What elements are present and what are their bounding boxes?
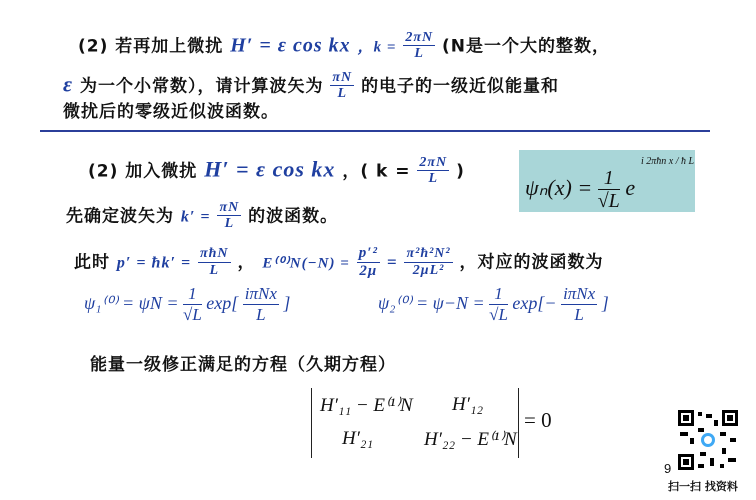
perturbation-formula: H′ = ε cos kx: [230, 34, 351, 57]
qr-code[interactable]: [676, 408, 740, 472]
divider-rule: [40, 130, 710, 132]
secular-determinant: H′₁₁ − E⁽¹⁾N H′₁₂ H′₂₁ H′₂₂ − E⁽¹⁾N: [311, 388, 519, 458]
problem-line-3: 微扰后的零级近似波函数。: [63, 102, 279, 122]
qr-caption: 扫一扫 找资料: [668, 480, 738, 493]
answer-line-1: (2) 加入微扰 H′ = ε cos kx ，( k = $\frac{2\pi N}{L}$ ): [88, 155, 465, 187]
answer-line-3: 此时 p′ = ħk′ = $\frac{\text{πħN}}{L}$ ， E⁽⁰⁾N(−N) = $\frac{\text{p′²}}{2\mu}$ = $\frac{\text{π²ħ²N²}}{\text{2μL²}}$ ，对应的波函数为: [74, 245, 604, 279]
page-number: 9: [664, 461, 672, 476]
psi2-equation: ψ₂⁽⁰⁾ = ψ−N = $\frac{1}{√L}$ exp[− $\frac{\text{iπNx}}{L}$ ]: [378, 284, 609, 324]
problem-line-1: (2) 若再加上微扰 H′ = ε cos kx ，k = $\frac{2\pi N}{L}$ (N是一个大的整数，: [78, 30, 611, 62]
answer-line-2: 先确定波矢为 k′ = $\frac{\pi N}{L}$ 的波函数。: [66, 200, 339, 232]
k-fraction: $\frac{2\pi N}{L}$: [405, 30, 434, 62]
qr-code-icon: [676, 408, 740, 472]
problem-line-2: ε 为一个小常数），请计算波矢为 $\frac{\pi N}{L}$ 的电子的一级近似能量和: [63, 70, 560, 102]
wavefunction-box: ψₙ(x) = $\frac{1}{√L}$ e i 2πħn x / ħ L: [519, 150, 695, 212]
determinant-rhs: = 0: [524, 408, 552, 432]
psi1-equation: ψ₁⁽⁰⁾ = ψN = $\frac{1}{√L}$ exp[ $\frac{\text{iπNx}}{L}$ ]: [84, 284, 291, 324]
secular-equation-heading: 能量一级修正满足的方程（久期方程）: [90, 355, 396, 375]
wavevector-fraction: $\frac{\pi N}{L}$: [332, 70, 353, 102]
exponent: i 2πħn x / ħ L: [641, 156, 695, 167]
